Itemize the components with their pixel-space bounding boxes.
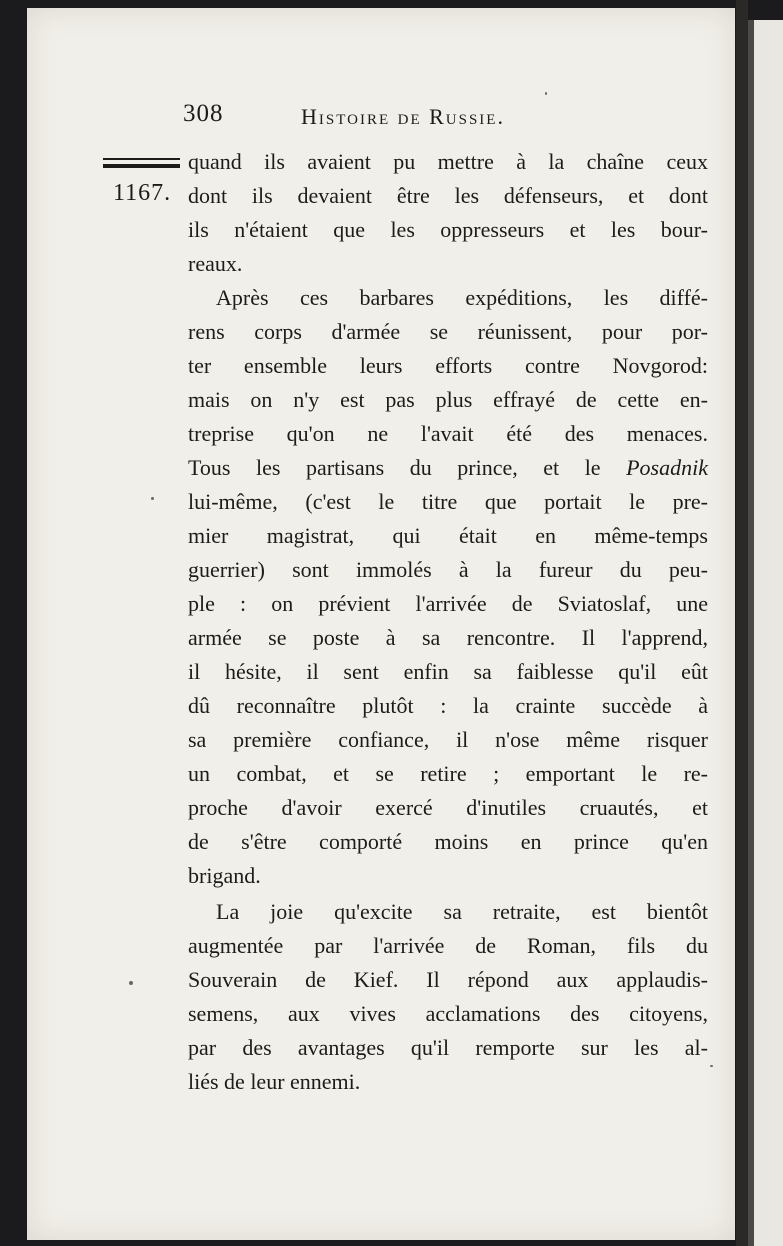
text-line: liés de leur ennemi. xyxy=(188,1069,361,1094)
text-line: treprise qu'on ne l'avait été des menaces. xyxy=(188,421,708,446)
text-line: Tous les partisans du prince, et le Posadnik xyxy=(188,455,708,480)
text-line: il hésite, il sent enfin sa faiblesse qu'il eût xyxy=(188,659,708,684)
running-head: Histoire de Russie. xyxy=(301,104,505,129)
paragraph-first-line: Après ces barbares expéditions, les diffé- xyxy=(216,285,708,310)
text-line: ple : on prévient l'arrivée de Sviatoslaf, une xyxy=(188,591,708,616)
text-line: sa première confiance, il n'ose même risquer xyxy=(188,727,708,752)
paper-speck xyxy=(151,497,154,500)
text-line: ter ensemble leurs efforts contre Novgorod: xyxy=(188,353,708,378)
text-line: reaux. xyxy=(188,251,243,276)
text-line: guerrier) sont immolés à la fureur du peu- xyxy=(188,557,708,582)
margin-rule-thin xyxy=(103,158,180,160)
page-gutter xyxy=(736,0,748,1246)
text-line: lui-même, (c'est le titre que portait le pre- xyxy=(188,489,708,514)
paper-speck xyxy=(710,1065,713,1067)
text-line: semens, aux vives acclamations des citoyens, xyxy=(188,1001,708,1026)
text-line: Souverain de Kief. Il répond aux applaudis- xyxy=(188,967,708,992)
text-line: ils n'étaient que les oppresseurs et les bour- xyxy=(188,217,708,242)
paragraph-first-line: La joie qu'excite sa retraite, est bientôt xyxy=(216,899,708,924)
text-line: quand ils avaient pu mettre à la chaîne ceux xyxy=(188,149,708,174)
text-line: mais on n'y est pas plus effrayé de cette en- xyxy=(188,387,708,412)
text-line: proche d'avoir exercé d'inutiles cruautés, et xyxy=(188,795,708,820)
adjacent-page-shadow xyxy=(748,20,754,1246)
margin-year: 1167. xyxy=(113,180,172,206)
text-line: augmentée par l'arrivée de Roman, fils du xyxy=(188,933,708,958)
italic-term: Posadnik xyxy=(626,455,708,480)
text-line: par des avantages qu'il remporte sur les al- xyxy=(188,1035,708,1060)
text-line: mier magistrat, qui était en même-temps xyxy=(188,523,708,548)
text-line: dû reconnaître plutôt : la crainte succède à xyxy=(188,693,708,718)
text-line: armée se poste à sa rencontre. Il l'apprend, xyxy=(188,625,708,650)
text-line: brigand. xyxy=(188,863,261,888)
text-line: un combat, et se retire ; emportant le re- xyxy=(188,761,708,786)
page-number: 308 xyxy=(183,100,224,127)
paper-speck xyxy=(129,981,133,985)
text-line: de s'être comporté moins en prince qu'en xyxy=(188,829,708,854)
page-header xyxy=(183,100,603,132)
margin-rule-thick xyxy=(103,164,180,168)
text-line: rens corps d'armée se réunissent, pour por- xyxy=(188,319,708,344)
text-line: dont ils devaient être les défenseurs, et dont xyxy=(188,183,708,208)
paper-speck xyxy=(545,92,547,95)
